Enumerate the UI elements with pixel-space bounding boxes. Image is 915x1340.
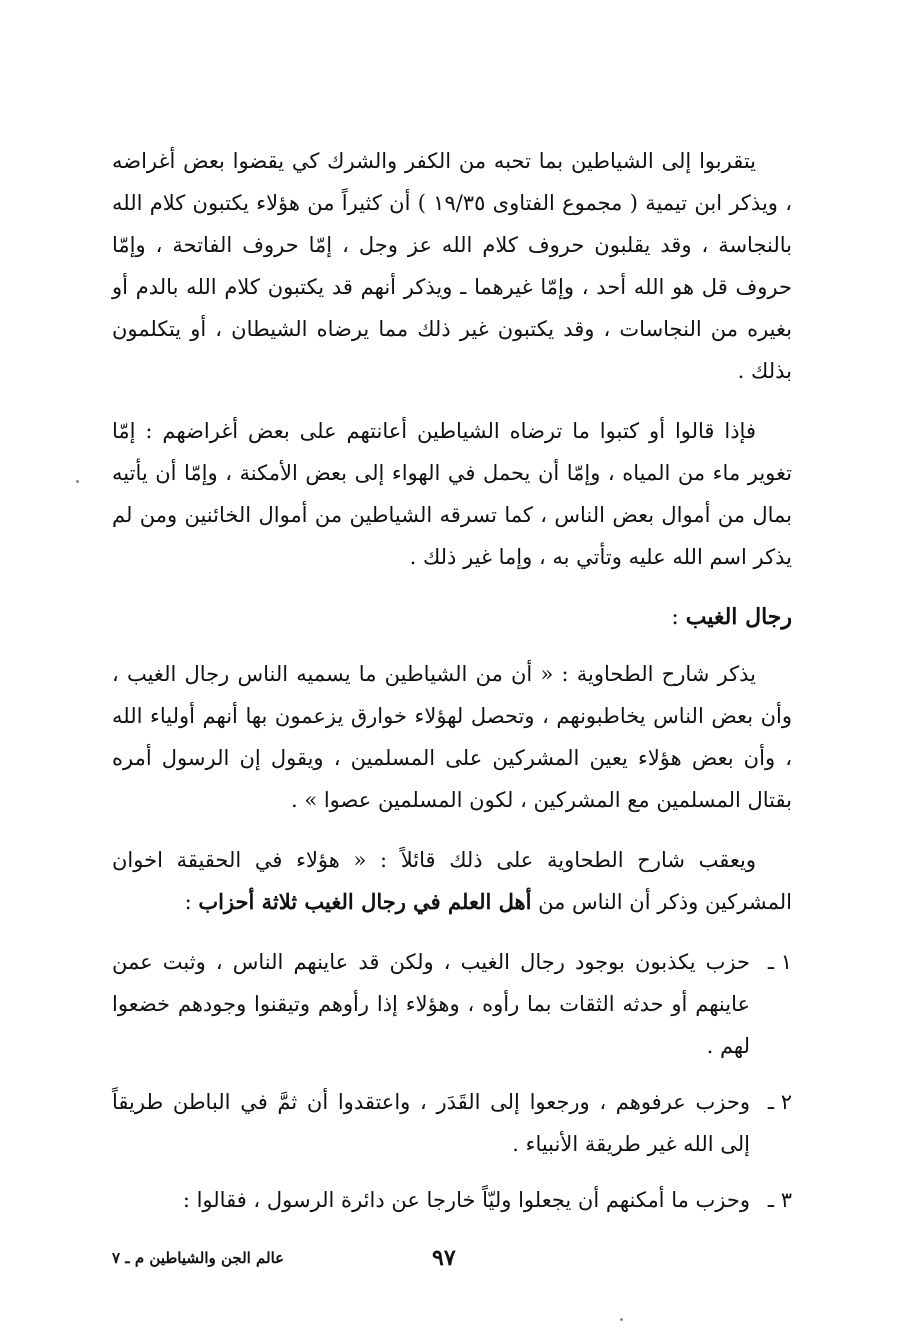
- paragraph-4-end: :: [184, 890, 199, 914]
- list-item-number: ٣ ـ: [767, 1188, 792, 1212]
- page-number: ٩٧: [432, 1245, 456, 1271]
- paragraph-3: يذكر شارح الطحاوية : « أن من الشياطين ما يسميه الناس رجال الغيب ، وأن بعض الناس يخاطبونهم ، وتحصل لهؤلاء خوارق يزعمون بها أنهم أولياء الله ، وأن بعض هؤلاء يعين المشركين على المسلمين ، ويقول إن الرسول أمره بقتال المسلمين مع المشركين ، لكون المسلمين عصوا » .: [112, 662, 792, 812]
- scan-speck: [620, 1318, 623, 1321]
- section-heading: [112, 596, 792, 639]
- paragraph-2: فإذا قالوا أو كتبوا ما ترضاه الشياطين أعانتهم على بعض أغراضهم : إمّا تغوير ماء من المياه ، وإمّا أن يحمل في الهواء إلى بعض الأمكنة ، وإمّا أن يأتيه بمال من أموال بعض الناس ، كما تسرقه الشياطين من أموال الخائنين ومن لم يذكر اسم الله عليه وتأتي به ، وإما غير ذلك .: [112, 419, 792, 569]
- paragraph-4-bold-text: أهل العلم في رجال الغيب ثلاثة أحزاب: [198, 889, 532, 914]
- list-item: [112, 1179, 792, 1221]
- list-item-text: وحزب عرفوهم ، ورجعوا إلى القَدَر ، واعتقدوا أن ثمَّ في الباطن طريقاً إلى الله غير طريقة الأنبياء .: [112, 1090, 750, 1156]
- list-item-number: ٢ ـ: [767, 1090, 792, 1114]
- list-item-number: ١ ـ: [767, 950, 792, 974]
- paragraph-1: يتقربوا إلى الشياطين بما تحبه من الكفر والشرك كي يقضوا بعض أغراضه ، ويذكر ابن تيمية ( مجموع الفتاوى ١٩/٣٥ ) أن كثيراً من هؤلاء يكتبون كلام الله بالنجاسة ، وقد يقلبون حروف كلام الله عز وجل ، إمّا حروف الفاتحة ، وإمّا حروف قل هو الله أحد ، وإمّا غيرهما ـ ويذكر أنهم قد يكتبون كلام الله بالدم أو بغيره من النجاسات ، وقد يكتبون غير ذلك مما يرضاه الشيطان ، أو يتكلمون بذلك .: [112, 149, 792, 383]
- page-footer: [112, 1245, 792, 1275]
- list-item-text: حزب يكذبون بوجود رجال الغيب ، ولكن قد عاينهم الناس ، وثبت عمن عاينهم أو حدثه الثقات بما رأوه ، وهؤلاء إذا رأوهم وتيقنوا وجودهم خضعوا لهم .: [112, 950, 750, 1058]
- list-item-text: وحزب ما أمكنهم أن يجعلوا وليّاً خارجا عن دائرة الرسول ، فقالوا :: [182, 1188, 750, 1212]
- scan-speck: [76, 480, 79, 483]
- section-heading-colon: :: [671, 605, 686, 630]
- paragraph-4: [112, 839, 792, 923]
- book-signature-mark: عالم الجن والشياطين م ـ ٧: [112, 1249, 285, 1267]
- page-body: [112, 140, 792, 1235]
- section-heading-text: رجال الغيب: [685, 604, 792, 630]
- list-item: [112, 941, 792, 1067]
- paragraph-4-text: ويعقب شارح الطحاوية على ذلك قائلاً : « هؤلاء في الحقيقة اخوان المشركين وذكر أن الناس من: [112, 848, 792, 914]
- list-item: [112, 1081, 792, 1165]
